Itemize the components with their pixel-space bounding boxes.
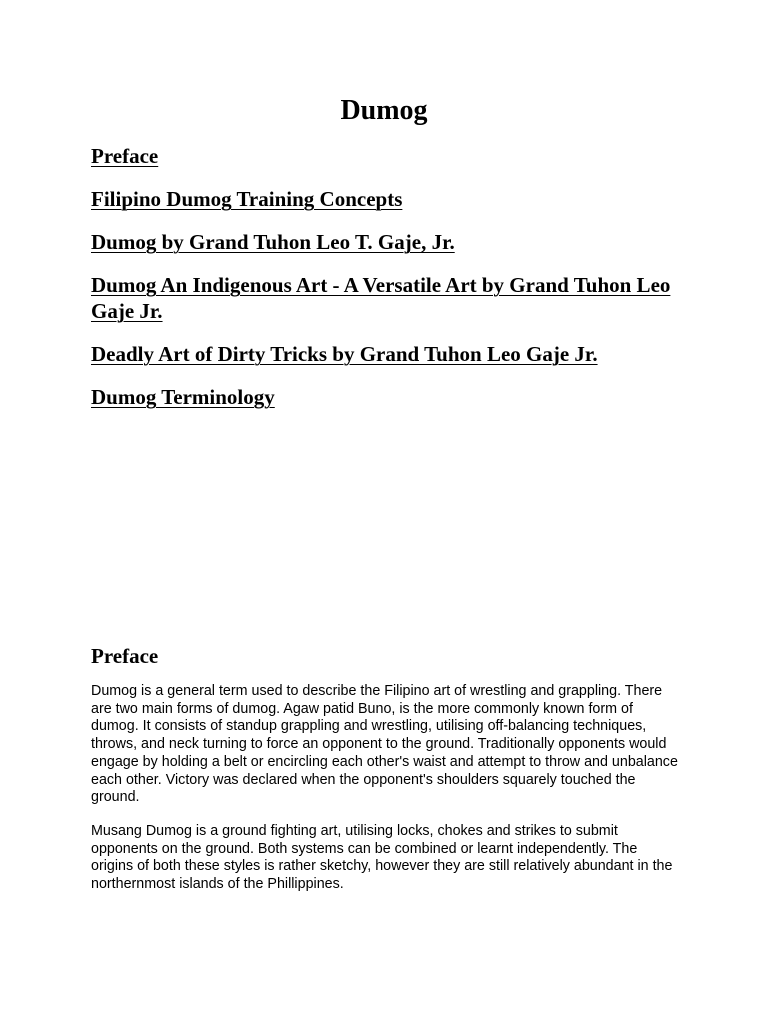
preface-paragraph: Dumog is a general term used to describe the Filipino art of wrestling and grappling. There are two main forms of dumog. Agaw patid Buno, is the more commonly known form of dumog. It consists of standup grappling and wrestling, utilising off-balancing techniques, throws, and neck turning to force an opponent to the ground. Traditionally opponents would engage by holding a belt or encircling each other's waist and attempt to throw and unbalance each other. Victory was declared when the opponent's shoulders squarely touched the ground. bbox=[91, 683, 678, 806]
toc-link-dumog-by-gaje[interactable]: Dumog by Grand Tuhon Leo T. Gaje, Jr. bbox=[91, 230, 455, 254]
toc-link-dirty-tricks[interactable]: Deadly Art of Dirty Tricks by Grand Tuhon Leo Gaje Jr. bbox=[91, 342, 598, 366]
table-of-contents bbox=[91, 143, 671, 427]
toc-link-terminology[interactable]: Dumog Terminology bbox=[91, 385, 275, 409]
toc-link-preface[interactable]: Preface bbox=[91, 144, 159, 168]
document-title: Dumog bbox=[340, 95, 428, 126]
preface-paragraph: Musang Dumog is a ground fighting art, utilising locks, chokes and strikes to submit opponents on the ground. Both systems can be combined or learnt independently. The origins of both these styles is rather sketchy, however they are still relatively abundant in the northernmost islands of the Phillippines. bbox=[91, 823, 673, 893]
toc-link-training-concepts[interactable]: Filipino Dumog Training Concepts bbox=[91, 187, 403, 211]
toc-link-indigenous-art[interactable]: Dumog An Indigenous Art - A Versatile Art by Grand Tuhon Leo Gaje Jr. bbox=[91, 273, 671, 323]
preface-heading: Preface bbox=[91, 644, 159, 668]
